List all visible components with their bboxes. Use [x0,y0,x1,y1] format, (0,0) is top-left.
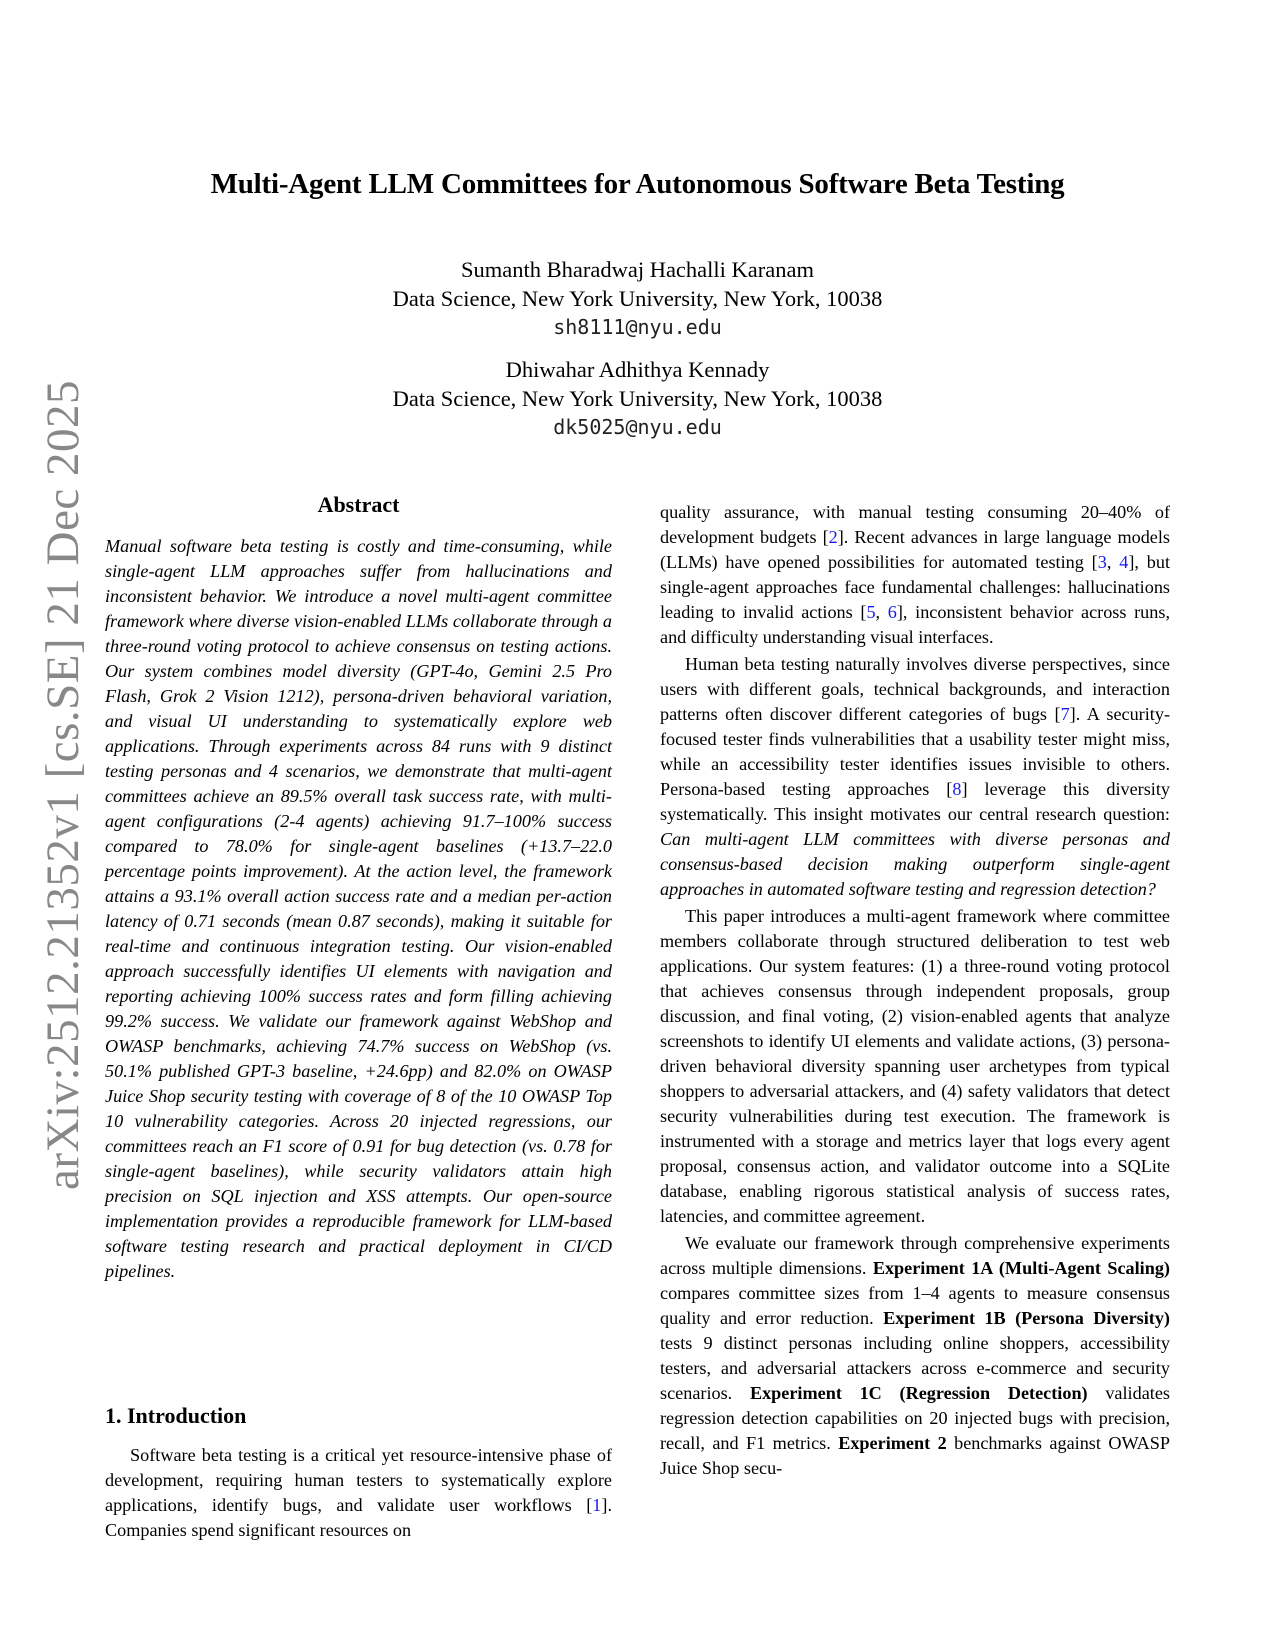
experiment-label: Experiment 2 [838,1433,947,1453]
author-name: Dhiwahar Adhithya Kennady [505,357,770,382]
arxiv-stamp: arXiv:2512.21352v1 [cs.SE] 21 Dec 2025 [37,379,89,1190]
author-affiliation: Data Science, New York University, New York, 10038 [392,286,883,311]
text-span: ]. Recent advances in large language models (LLMs) have opened possibilities for automated testing [ [660,527,1170,572]
text-span: Human beta testing naturally involves diverse perspectives, since users with different goals, technical backgrounds, and interaction patterns often discover different categories of bugs [ [660,654,1170,724]
citation-link[interactable]: 7 [1060,704,1070,724]
author-affiliation: Data Science, New York University, New York, 10038 [392,386,883,411]
text-span: ]. Companies spend significant resources on [105,1495,612,1540]
text-span: , [875,602,888,622]
citation-link[interactable]: 6 [887,602,897,622]
author-email[interactable]: sh8111@nyu.edu [553,315,722,339]
citation-link[interactable]: 5 [866,602,876,622]
text-span: ]. A security-focused tester finds vulnerabilities that a usability tester might miss, while an accessibility tester identifies issues invisible to others. Persona-based testing approaches [ [660,704,1170,799]
intro-paragraph-1 [105,1443,612,1543]
text-span: compares committee sizes from 1–4 agents to measure consensus quality and error reduction. [660,1283,1170,1328]
citation-link[interactable]: 2 [828,527,838,547]
section-heading-introduction: 1. Introduction [105,1403,247,1428]
right-column [660,500,1170,1481]
abstract-heading: Abstract [317,492,400,517]
text-span: We evaluate our framework through comprehensive experiments across multiple dimensions. [660,1233,1170,1278]
abstract-text: Manual software beta testing is costly and time-consuming, while single-agent LLM approaches suffer from hallucinations and inconsistent behavior. We introduce a novel multi-agent committee framework where diverse vision-enabled LLMs collaborate through a three-round voting protocol to achieve consensus on testing actions. Our system combines model diversity (GPT-4o, Gemini 2.5 Pro Flash, Grok 2 Vision 1212), persona-driven behavioral variation, and visual UI understanding to systematically explore web applications. Through experiments across 84 runs with 9 distinct testing personas and 4 scenarios, we demonstrate that multi-agent committees achieve an 89.5% overall task success rate, with multi-agent configurations (2-4 agents) achieving 91.7–100% success compared to 78.0% for single-agent baselines (+13.7–22.0 percentage points improvement). At the action level, the framework attains a 93.1% overall action success rate and a median per-action latency of 0.71 seconds (mean 0.87 seconds), making it suitable for real-time and continuous integration testing. Our vision-enabled approach successfully identifies UI elements with navigation and reporting achieving 100% success rates and form filling achieving 99.2% success. We validate our framework against WebShop and OWASP benchmarks, achieving 74.7% success on WebShop (vs. 50.1% published GPT-3 baseline, +24.6pp) and 82.0% on OWASP Juice Shop security testing with coverage of 8 of the 10 OWASP Top 10 vulnerability categories. Across 20 injected regressions, our committees reach an F1 score of 0.91 for bug detection (vs. 0.78 for single-agent baselines), while security validators attain high precision on SQL injection and XSS attempts. Our open-source implementation provides a reproducible framework for LLM-based software testing research and practical deployment in CI/CD pipelines. [105,536,612,1281]
text-span: , [1106,552,1120,572]
intro-left-column [105,1443,612,1543]
research-question: Can multi-agent LLM committees with diverse personas and consensus-based decision making outperform single-agent approaches in automated software testing and regression detection? [660,829,1170,899]
citation-link[interactable]: 1 [592,1495,602,1515]
text-span: ], but single-agent approaches face fundamental challenges: hallucinations leading to invalid actions [ [660,552,1170,622]
left-column [105,492,612,1284]
intro-paragraph-3: This paper introduces a multi-agent framework where committee members collaborate through structured deliberation to test web applications. Our system features: (1) a three-round voting protocol that achieves consensus through independent proposals, group discussion, and final voting, (2) vision-enabled agents that analyze screenshots to identify UI elements and validate actions, (3) persona-driven behavioral diversity spanning user archetypes from typical shoppers to adversarial attackers, and (4) safety validators that detect security vulnerabilities during test execution. The framework is instrumented with a storage and metrics layer that logs every agent proposal, consensus action, and validator outcome into a SQLite database, enabling rigorous statistical analysis of success rates, latencies, and committee agreement. [660,906,1170,1226]
experiment-label: Experiment 1B (Persona Diversity) [883,1308,1170,1328]
text-span: Software beta testing is a critical yet resource-intensive phase of development, requiring human testers to systematically explore applications, identify bugs, and validate user workflows [ [105,1445,612,1515]
paper-title: Multi-Agent LLM Committees for Autonomous Software Beta Testing [210,168,1065,200]
experiment-label: Experiment 1C (Regression Detection) [749,1383,1088,1403]
text-span: validates regression detection capabilities on 20 injected bugs with precision, recall, and F1 metrics. [660,1383,1170,1453]
intro-paragraph-2 [660,652,1170,902]
text-span: benchmarks against OWASP Juice Shop secu- [660,1433,1170,1478]
author-email[interactable]: dk5025@nyu.edu [553,415,722,439]
experiment-label: Experiment 1A (Multi-Agent Scaling) [872,1258,1170,1278]
text-span: ] leverage this diversity systematically. This insight motivates our central research question: [660,779,1170,824]
text-span: ], inconsistent behavior across runs, and difficulty understanding visual interfaces. [660,602,1170,647]
intro-paragraph-1-cont [660,500,1170,650]
citation-link[interactable]: 8 [952,779,962,799]
text-span: quality assurance, with manual testing consuming 20–40% of development budgets [ [660,502,1170,547]
author-name: Sumanth Bharadwaj Hachalli Karanam [460,257,814,282]
citation-link[interactable]: 4 [1119,552,1129,572]
author-2 [0,355,1275,442]
citation-link[interactable]: 3 [1097,552,1107,572]
author-1 [0,255,1275,342]
text-span: tests 9 distinct personas including online shoppers, accessibility testers, and adversarial attackers across e-commerce and security scenarios. [660,1333,1170,1403]
intro-paragraph-4 [660,1231,1170,1481]
